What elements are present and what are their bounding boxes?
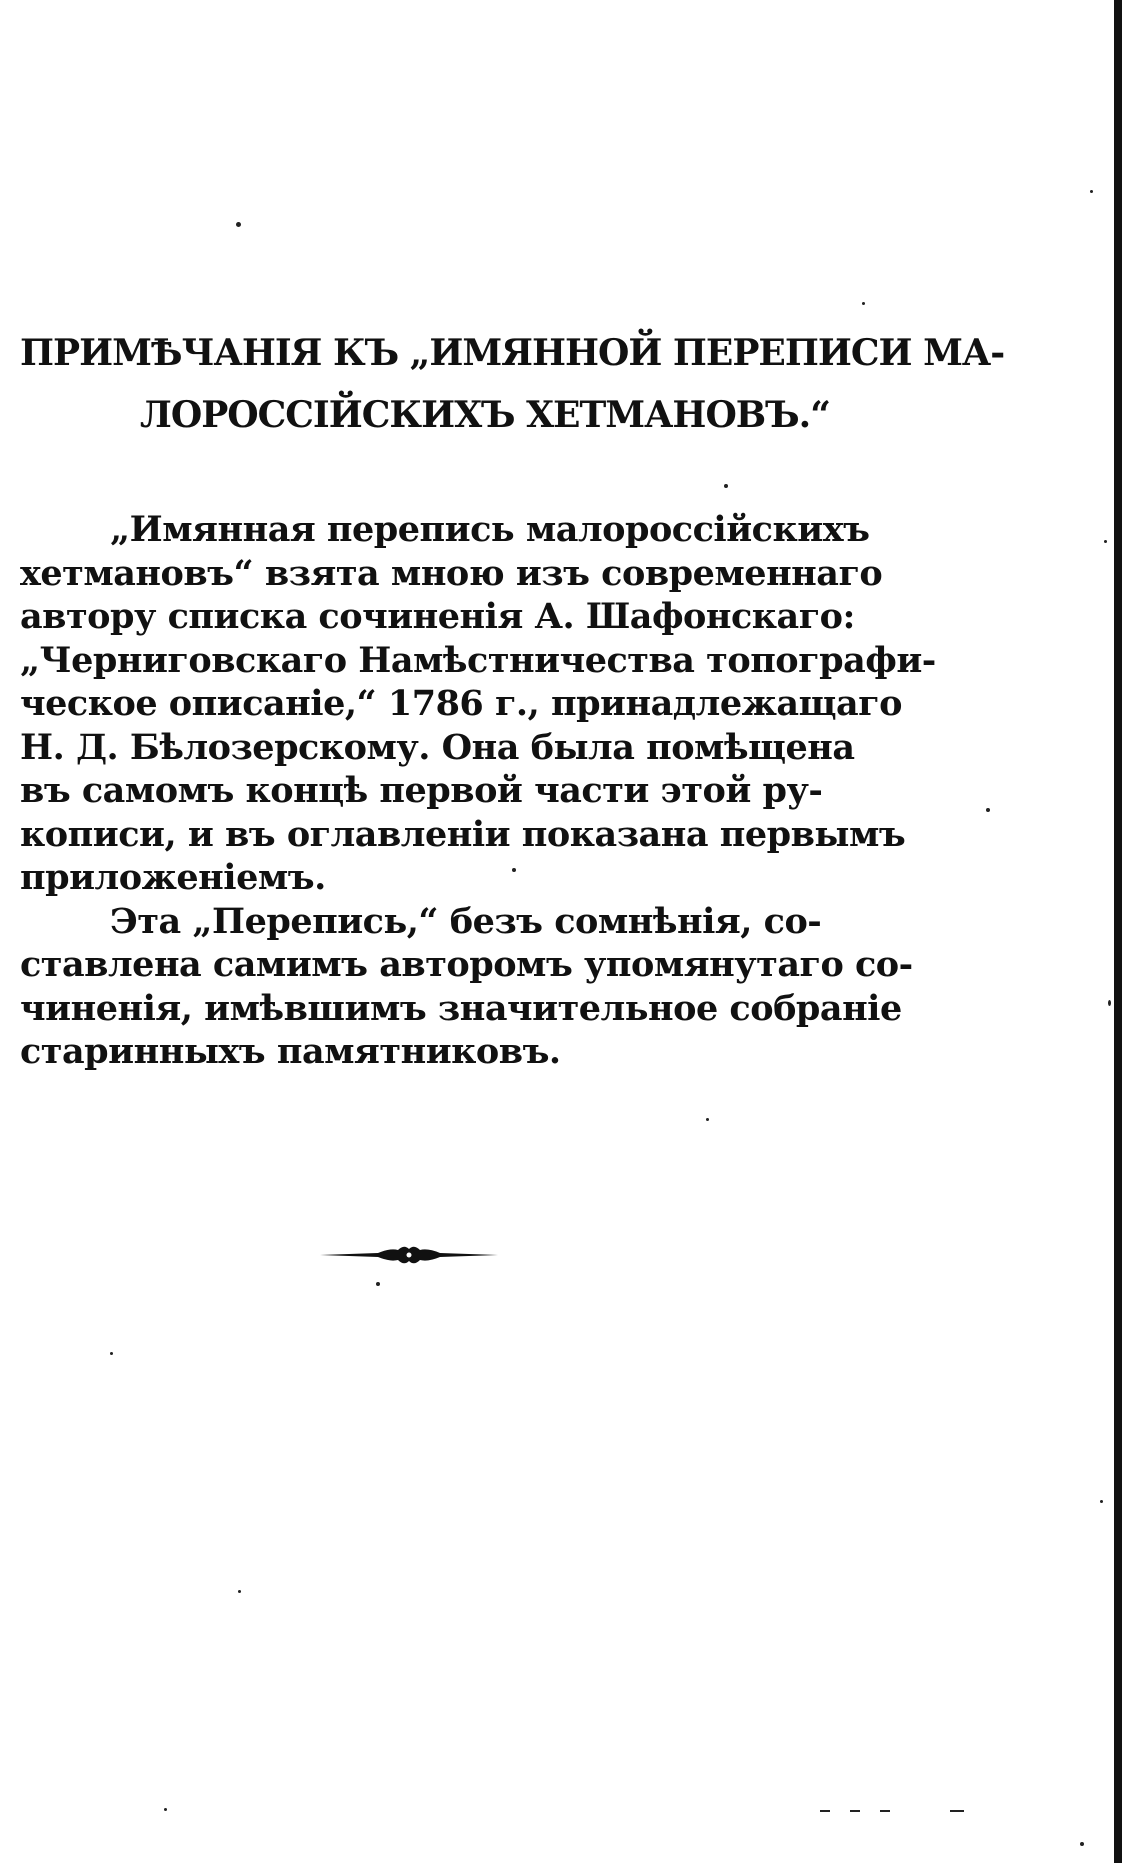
print-speck	[376, 1282, 380, 1286]
print-speck	[862, 302, 865, 305]
body-paragraphs	[20, 508, 936, 1074]
text-line: „Черниговскаго Намѣстничества топографи-	[20, 639, 936, 681]
text-line: кописи, и въ оглавленіи показана первымъ	[20, 813, 906, 855]
page-title	[20, 322, 1005, 446]
print-speck	[706, 1118, 709, 1121]
title-line-2: ЛОРОССІЙСКИХЪ ХЕТМАНОВЪ.“	[140, 394, 830, 436]
print-speck	[164, 1808, 167, 1811]
text-line: старинныхъ памятниковъ.	[20, 1031, 561, 1072]
print-speck	[724, 484, 728, 488]
print-speck	[110, 1352, 113, 1355]
text-line: ставлена самимъ авторомъ упомянутаго со-	[20, 944, 913, 985]
print-speck	[238, 1590, 241, 1593]
text-line: въ самомъ концѣ первой части этой ру-	[20, 770, 823, 811]
text-line: ческое описаніе,“ 1786 г., принадлежащаго	[20, 683, 902, 724]
text-line: „Имянная перепись малороссійскихъ	[110, 509, 870, 550]
print-speck	[850, 1810, 860, 1812]
print-speck	[1090, 190, 1093, 193]
print-speck	[236, 222, 241, 227]
text-line: Эта „Перепись,“ безъ сомнѣнія, со-	[110, 900, 822, 942]
title-line-1: ПРИМѢЧАНІЯ КЪ „ИМЯННОЙ ПЕРЕПИСИ МА-	[20, 332, 1005, 374]
print-speck	[512, 868, 516, 872]
text-line: автору списка сочиненія А. Шафонскаго:	[20, 596, 855, 637]
print-speck	[1104, 540, 1107, 543]
print-speck	[986, 808, 990, 812]
text-line: приложеніемъ.	[20, 857, 326, 898]
text-line: чиненія, имѣвшимъ значительное собраніе	[20, 987, 902, 1029]
print-speck	[880, 1810, 890, 1812]
print-speck	[1108, 1000, 1111, 1006]
print-speck	[950, 1810, 964, 1812]
text-line: хетмановъ“ взята мною изъ современнаго	[20, 552, 883, 594]
page-edge-shadow	[1114, 0, 1122, 1863]
print-speck	[820, 1810, 830, 1812]
text-line: Н. Д. Бѣлозерскому. Она была помѣщена	[20, 726, 855, 768]
print-speck	[1080, 1842, 1084, 1846]
print-speck	[1100, 1500, 1103, 1503]
ornament-divider-icon	[318, 1240, 500, 1270]
